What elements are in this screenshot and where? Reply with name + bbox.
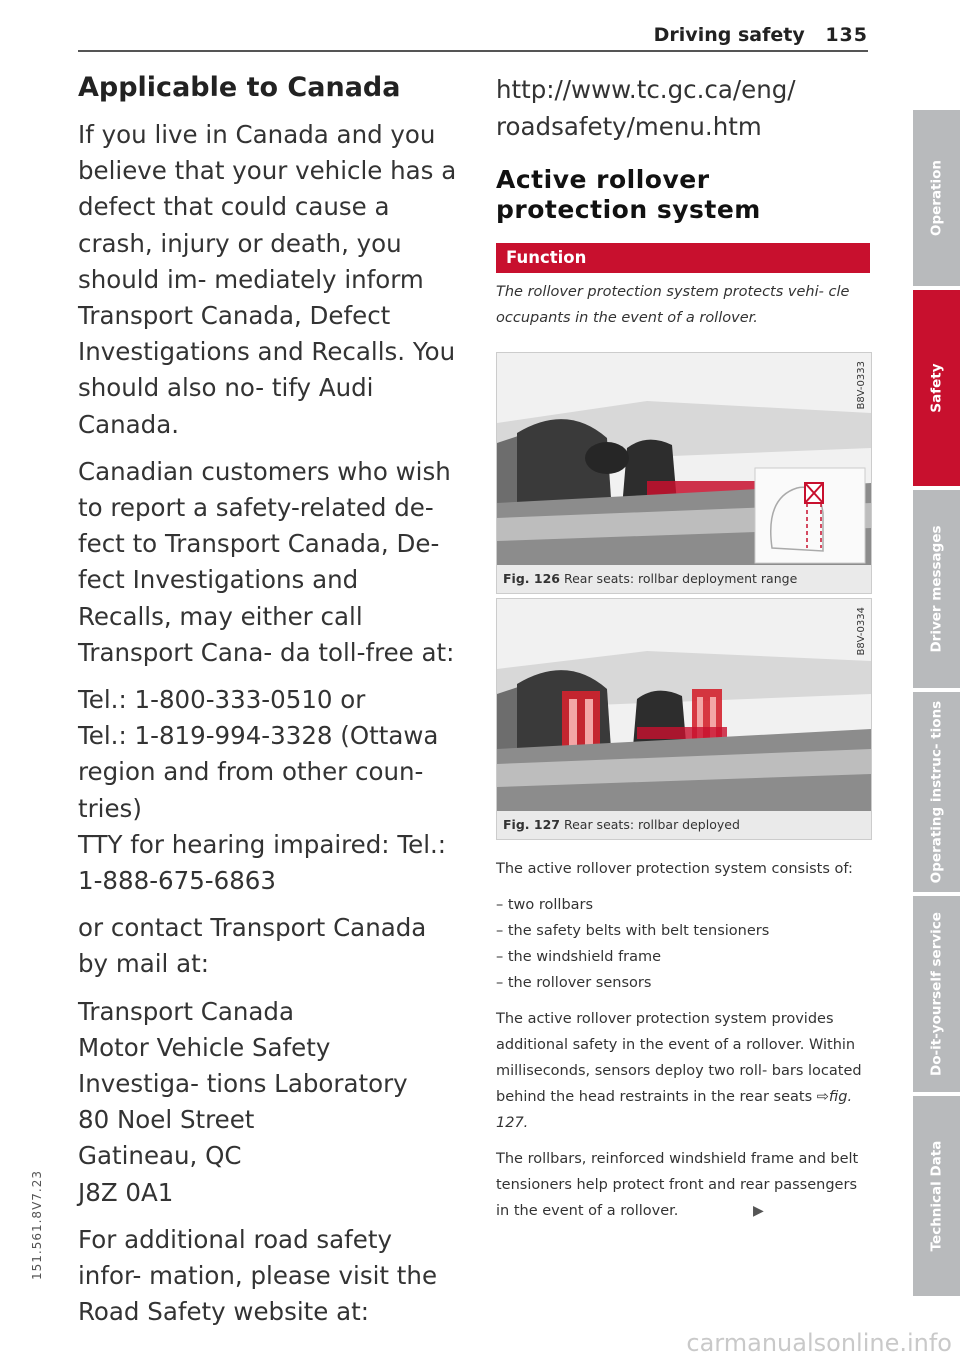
figure-127-label: Fig. 127 <box>503 817 560 832</box>
list-item: – the safety belts with belt tensioners <box>496 923 770 939</box>
list-item: – two rollbars <box>496 897 594 913</box>
tab-label: Driver messages <box>928 525 944 653</box>
function-bar: Function <box>496 243 870 273</box>
provides-text: The active rollover protection system provides additional safety in the event of a rollover. Within milliseconds, sensors deploy two roll- bars located behind the head restraints in the rear seats <box>496 1011 862 1105</box>
tab-label: Operating instruc- tions <box>928 700 944 884</box>
list-item: – the rollover sensors <box>496 975 652 991</box>
watermark: carmanualsonline.info <box>686 1329 952 1357</box>
right-column <box>496 72 870 355</box>
tab-driver-messages[interactable] <box>913 490 960 688</box>
rollover-body <box>496 856 870 1234</box>
road-safety-url[interactable]: http://www.tc.gc.ca/eng/ roadsafety/menu.htm <box>496 75 796 141</box>
road-safety-paragraph: For additional road safety infor- mation, please visit the Road Safety website at: <box>78 1224 438 1327</box>
section-title: Driving safety <box>653 24 805 46</box>
figure-127-caption <box>497 811 871 839</box>
canada-paragraph-1: If you live in Canada and you believe that your vehicle has a defect that could cause a crash, injury or death, you should im- mediately inform Transport Canada, Defect Investigations and Recalls. You should also no- tify Audi Canada. <box>78 120 457 439</box>
address-line-4: Gatineau, QC <box>78 1141 242 1171</box>
page-number: 135 <box>825 24 868 46</box>
figure-126 <box>496 352 872 594</box>
provides-paragraph <box>496 1006 870 1136</box>
page-header <box>654 24 868 46</box>
address-line-3: 80 Noel Street <box>78 1105 255 1135</box>
figure-127 <box>496 598 872 840</box>
component-list <box>496 892 870 996</box>
tab-do-it-yourself[interactable] <box>913 896 960 1092</box>
rollbar-deployed-illustration <box>497 599 871 811</box>
tty-phone: TTY for hearing impaired: Tel.: 1-888-675-6863 <box>78 829 447 896</box>
figure-126-label: Fig. 126 <box>503 571 560 586</box>
rollbars-paragraph <box>496 1146 870 1224</box>
tab-operation[interactable] <box>913 110 960 286</box>
tab-operating-instructions[interactable] <box>913 692 960 892</box>
phone-1: Tel.: 1-800-333-0510 or <box>78 685 366 715</box>
tab-safety[interactable] <box>913 290 960 486</box>
rollbar-range-illustration <box>497 353 871 565</box>
rollover-heading: Active rollover protection system <box>496 165 761 224</box>
fig-ref-arrow-icon: ⇨ <box>816 1089 829 1105</box>
tab-label: Technical Data <box>928 1140 944 1252</box>
document-code: 151.561.8V7.23 <box>30 1170 44 1280</box>
consists-text: The active rollover protection system consists of: <box>496 861 853 877</box>
function-intro: The rollover protection system protects vehi- cle occupants in the event of a rollover. <box>496 284 850 326</box>
canada-heading: Applicable to Canada <box>78 72 401 103</box>
tab-label: Safety <box>928 363 944 413</box>
figure-126-text: Rear seats: rollbar deployment range <box>563 571 798 586</box>
tab-technical-data[interactable] <box>913 1096 960 1296</box>
address-line-2: Motor Vehicle Safety Investiga- tions Laboratory <box>78 1032 408 1099</box>
figure-127-code: B8V-0334 <box>856 607 867 656</box>
address-line-1: Transport Canada <box>78 996 294 1026</box>
continue-arrow-icon: ▶ <box>753 1203 764 1219</box>
tab-label: Do-it-yourself service <box>928 912 944 1076</box>
list-item: – the windshield frame <box>496 949 662 965</box>
phone-2: Tel.: 1-819-994-3328 (Ottawa region and from other coun- tries) <box>78 721 439 823</box>
tab-label: Operation <box>928 159 944 237</box>
figure-127-text: Rear seats: rollbar deployed <box>563 817 740 832</box>
mail-intro: or contact Transport Canada by mail at: <box>78 913 427 979</box>
canada-paragraph-2: Canadian customers who wish to report a safety-related de- fect to Transport Canada, De- fect Investigations and Recalls, may either call Transport Cana- da toll-free at: <box>78 456 455 667</box>
fig-ref-link[interactable]: fig. 127. <box>496 1089 853 1131</box>
figure-126-caption <box>497 565 871 593</box>
figure-126-code: B8V-0333 <box>856 361 867 410</box>
header-rule <box>78 50 868 52</box>
left-column <box>78 72 458 1342</box>
address-line-5: J8Z 0A1 <box>78 1177 174 1207</box>
rollbars-text: The rollbars, reinforced windshield frame and belt tensioners help protect front and rear passengers in the event of a rollover. <box>496 1151 859 1219</box>
